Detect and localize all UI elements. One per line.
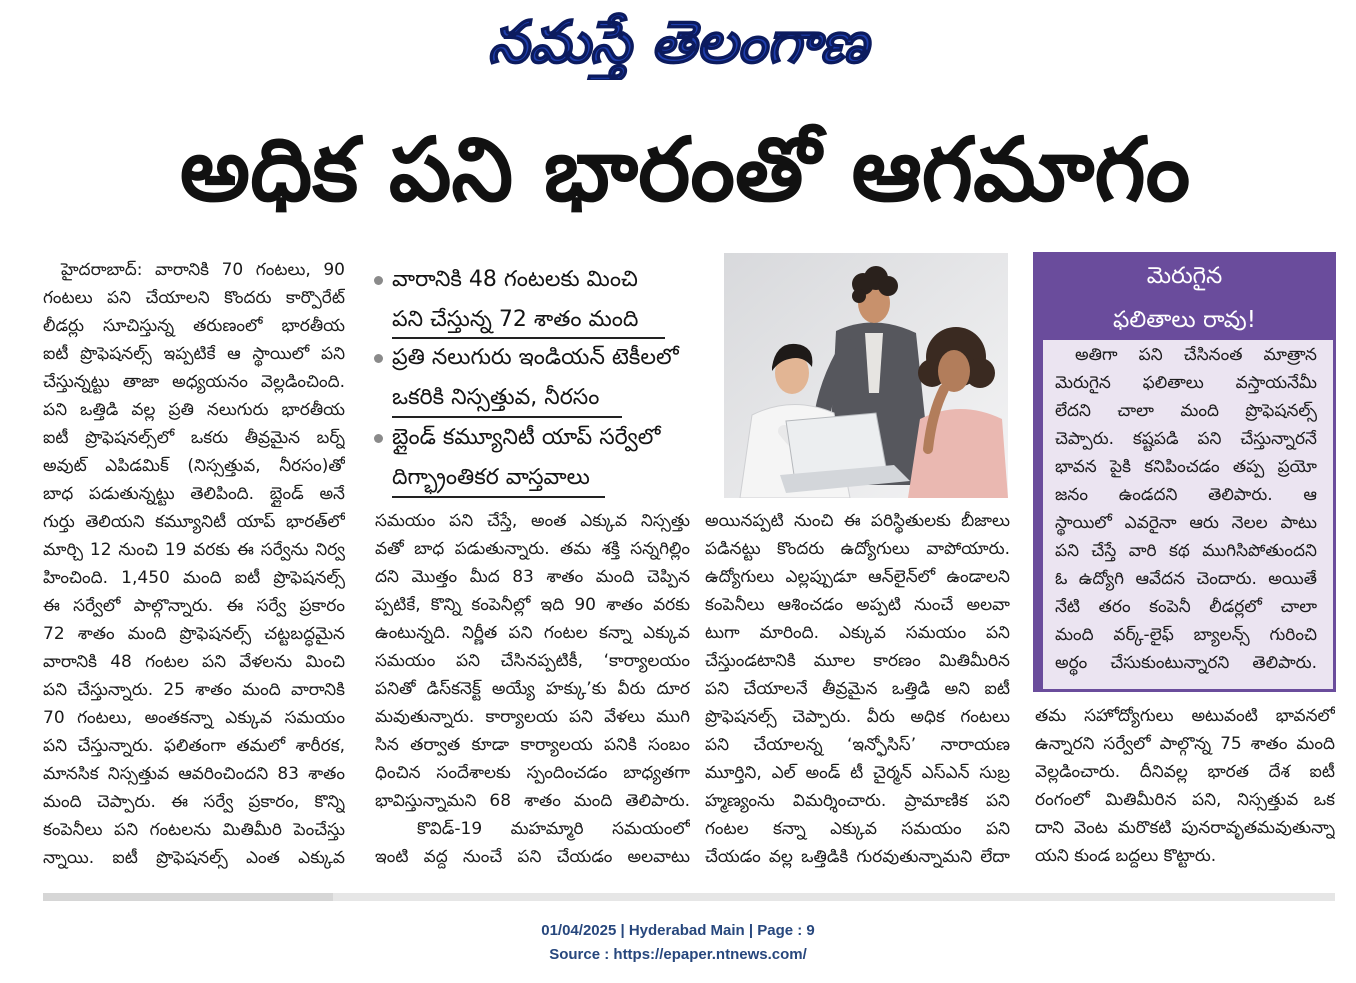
highlight-line: బ్లైండ్ కమ్యూనిటీ యాప్ సర్వేలో — [392, 425, 661, 450]
article-line: ప్రొఫెషనల్స్ చెప్పారు. వీరు అధిక గంటలు — [705, 707, 1010, 727]
article-line: వెల్లడించారు. దీనివల్ల భారత దేశ ఐటీ — [1035, 762, 1335, 782]
article-column-1 — [43, 256, 345, 872]
article-line: వారానికి 48 గంటల పని వేళలను మించి — [43, 652, 345, 672]
article-line: సిన తర్వాత కూడా కార్యాలయ పనికి సంబం — [375, 735, 690, 755]
sidebar-heading — [1033, 252, 1336, 340]
bullet-icon — [374, 434, 383, 443]
article-line: పని చేయాలనే తీవ్రమైన ఒత్తిడి అని ఐటీ — [705, 679, 1010, 699]
article-line: హ్మణ్యంను విమర్శించారు. ప్రామాణిక పని — [705, 791, 1010, 811]
headline: అధిక పని భారంతో ఆగమాగం — [179, 118, 1191, 221]
article-line: ఐటీ ప్రొఫెషనల్స్ ఇప్పటికే ఆ స్థాయిలో పని — [43, 344, 345, 364]
article-line: గంటల కన్నా ఎక్కువ సమయం పని — [705, 819, 1010, 839]
sidebar-line: ఓ ఉద్యోగి ఆవేదన చెందారు. అయితే — [1055, 569, 1317, 589]
sidebar-line: మెరుగైన ఫలితాలు వస్తాయనేమీ — [1055, 373, 1317, 393]
edition-info: 01/04/2025 | Hyderabad Main | Page : 9 — [541, 922, 815, 939]
article-line: ప్పటికే, కొన్ని కంపెనీల్లో ఇది 90 శాతం వరకు — [375, 595, 690, 615]
article-line: దని మొత్తం మీద 83 శాతం మంది చెప్పిన — [375, 567, 690, 587]
sidebar-line: చెప్పారు. కష్టపడి పని చేస్తున్నారనే — [1055, 429, 1317, 449]
article-line: లీడర్లు సూచిస్తున్న తరుణంలో భారతీయ — [43, 316, 345, 336]
article-line: చేస్తుండటానికి మూల కారణం మితిమీరిన — [705, 651, 1010, 671]
article-column-3 — [705, 507, 1010, 871]
article-line: గుర్తు తెలియని కమ్యూనిటీ యాప్ భారత్‌లో — [43, 512, 345, 532]
article-line: ధించిన సందేశాలకు స్పందించడం బాధ్యతగా — [375, 763, 690, 783]
highlight-underline — [392, 496, 605, 498]
article-line: హించింది. 1,450 మంది ఐటీ ప్రొఫెషనల్స్ — [43, 568, 345, 588]
article-line: పని చేస్తున్నారు. ఫలితంగా తమలో శారీరక, — [43, 736, 345, 756]
article-line: కంపెనీలు ఆశించడం అప్పటి నుంచే అలవా — [705, 595, 1010, 615]
bottom-divider-accent — [43, 893, 333, 901]
bullet-icon — [374, 354, 383, 363]
article-line: ఈ సర్వేలో పాల్గొన్నారు. ఈ సర్వే ప్రకారం — [43, 596, 345, 616]
article-line: అవుట్ ఎపిడమిక్ (నిస్సత్తువ, నీరసం)తో — [43, 456, 345, 476]
article-line: తమ సహోద్యోగులు అటువంటి భావనలో — [1035, 706, 1335, 726]
article-line: ఐటీ ప్రొఫెషనల్స్‌లో ఒకరు తీవ్రమైన బర్న్ — [43, 428, 345, 448]
highlight-item — [368, 260, 703, 340]
article-column-4 — [1035, 702, 1335, 870]
article-line: మానసిక నిస్సత్తువ ఆవరించిందని 83 శాతం — [43, 764, 345, 784]
article-line: పని ఒత్తిడి వల్ల ప్రతి నలుగురు భారతీయ — [43, 400, 345, 420]
article-line: ఉన్నారని సర్వేలో పాల్గొన్న 75 శాతం మంది — [1035, 734, 1335, 754]
article-line: సమయం పని చేసినప్పటికీ, ‘కార్యాలయం — [375, 651, 690, 671]
sidebar-line: పని చేస్తే వారి కథ ముగిసిపోతుందని — [1055, 541, 1317, 561]
sidebar-text — [1055, 341, 1317, 677]
article-line: రంగంలో మితిమీరిన పని, నిస్సత్తువ ఒక — [1035, 790, 1335, 810]
sidebar-line: మంది వర్క్-లైఫ్ బ్యాలన్స్ గురించి — [1055, 625, 1317, 645]
article-line: అయినప్పటి నుంచి ఈ పరిస్థితులకు బీజాలు — [705, 511, 1010, 531]
sidebar-line: స్థాయిలో ఎవరైనా ఆరు నెలల పాటు — [1055, 513, 1317, 533]
article-line: ఇంటి వద్ద నుంచే పని చేయడం అలవాటు — [375, 847, 690, 867]
article-line: కొవిడ్-19 మహమ్మారి సమయంలో — [417, 819, 690, 839]
article-line: దాని వెంట మరొకటి పునరావృతమవుతున్నా — [1035, 818, 1335, 838]
highlight-item — [368, 338, 703, 418]
article-photo — [724, 253, 1008, 498]
article-line: వతో బాధ పడుతున్నారు. తమ శక్తి సన్నగిల్లిం — [375, 539, 690, 559]
article-line: బాధ పడుతున్నట్టు తెలిపింది. బ్లైండ్ అనే — [43, 484, 345, 504]
sidebar-line: నేటి తరం కంపెనీ లీడర్లలో చాలా — [1055, 597, 1317, 617]
sidebar-line: లేదని చాలా మంది ప్రొఫెషనల్స్ — [1055, 401, 1317, 421]
article-line: పనితో డిస్‌కనెక్ట్ అయ్యే హక్కు’కు వీరు దూర — [375, 679, 690, 699]
article-line: హైదరాబాద్: వారానికి 70 గంటలు, 90 — [61, 260, 345, 280]
highlight-line: ఒకరికి నిస్సత్తువ, నీరసం — [392, 385, 600, 410]
article-line: మూర్తిని, ఎల్ అండ్ టీ చైర్మన్ ఎస్ఎన్ సుబ్ర — [705, 763, 1010, 783]
sidebar-line: అర్థం చేసుకుంటున్నారని తెలిపారు. — [1055, 653, 1317, 673]
sidebar-line: అతిగా పని చేసినంత మాత్రాన — [1075, 345, 1317, 365]
article-line: పని చేస్తున్నారు. 25 శాతం మంది వారానికి — [43, 680, 345, 700]
highlight-line: వారానికి 48 గంటలకు మించి — [392, 267, 638, 292]
article-line: 72 శాతం మంది ప్రొఫెషనల్స్ చట్టబద్ధమైన — [43, 624, 345, 644]
article-line: భావిస్తున్నామని 68 శాతం మంది తెలిపారు. — [375, 791, 690, 811]
article-line: సమయం పని చేస్తే, అంత ఎక్కువ నిస్సత్తు — [375, 511, 690, 531]
highlight-line: ప్రతి నలుగురు ఇండియన్ టెకీలలో — [392, 345, 679, 370]
article-line: మంది చెప్పారు. ఈ సర్వే ప్రకారం, కొన్ని — [43, 792, 345, 812]
sidebar-heading-line: ఫలితాలు రావు! — [1113, 307, 1256, 333]
article-line: చేస్తున్నట్టు తాజా అధ్యయనం వెల్లడించింది. — [43, 372, 345, 392]
article-line: గంటలు పని చేయాలని కొందరు కార్పొరేట్ — [43, 288, 345, 308]
article-line: చేయడం వల్ల ఒత్తిడికి గురవుతున్నామని లేదా — [705, 847, 1010, 867]
article-line: యని కుండ బద్దలు కొట్టారు. — [1035, 846, 1217, 866]
article-line: న్నాయి. ఐటీ ప్రొఫెషనల్స్ ఎంత ఎక్కువ — [43, 848, 345, 868]
highlights-list — [368, 260, 703, 500]
highlight-line: పని చేస్తున్న 72 శాతం మంది — [392, 307, 639, 332]
article-line: మవుతున్నారు. కార్యాలయ పని వేళలు ముగి — [375, 707, 690, 727]
article-line: టుగా మారింది. ఎక్కువ సమయం పని — [705, 623, 1010, 643]
article-line: ఉద్యోగులు ఎల్లప్పుడూ ఆన్‌లైన్‌లో ఉండాలని — [705, 567, 1010, 587]
article-line: ఉంటున్నది. నిర్ణీత పని గంటల కన్నా ఎక్కువ — [375, 623, 690, 643]
article-line: పడినట్టు కొందరు ఉద్యోగులు వాపోయారు. — [705, 539, 1010, 559]
article-line: కంపెనీలు పని గంటలను మితిమీరి పెంచేస్తు — [43, 820, 345, 840]
article-line: 70 గంటలు, అంతకన్నా ఎక్కువ సమయం — [43, 708, 345, 728]
sidebar-heading-line: మెరుగైన — [1146, 263, 1223, 289]
source-line: Source : https://epaper.ntnews.com/ — [549, 946, 807, 963]
article-line: పని చేయాలన్న ‘ఇన్ఫోసిస్’ నారాయణ — [705, 735, 1010, 755]
sidebar-line: జనం ఉండదని తెలిపారు. ఆ — [1055, 485, 1317, 505]
highlight-line: దిగ్భ్రాంతికర వాస్తవాలు — [392, 465, 590, 490]
sidebar-line: భావన పైకి కనిపించడం తప్ప ప్రయో — [1055, 457, 1317, 477]
article-column-2 — [375, 507, 690, 871]
highlight-item — [368, 418, 703, 498]
masthead-logo: నమస్తే తెలంగాణ — [488, 8, 868, 76]
bullet-icon — [374, 276, 383, 285]
article-line: మార్చి 12 నుంచి 19 వరకు ఈ సర్వేను నిర్వ — [43, 540, 345, 560]
